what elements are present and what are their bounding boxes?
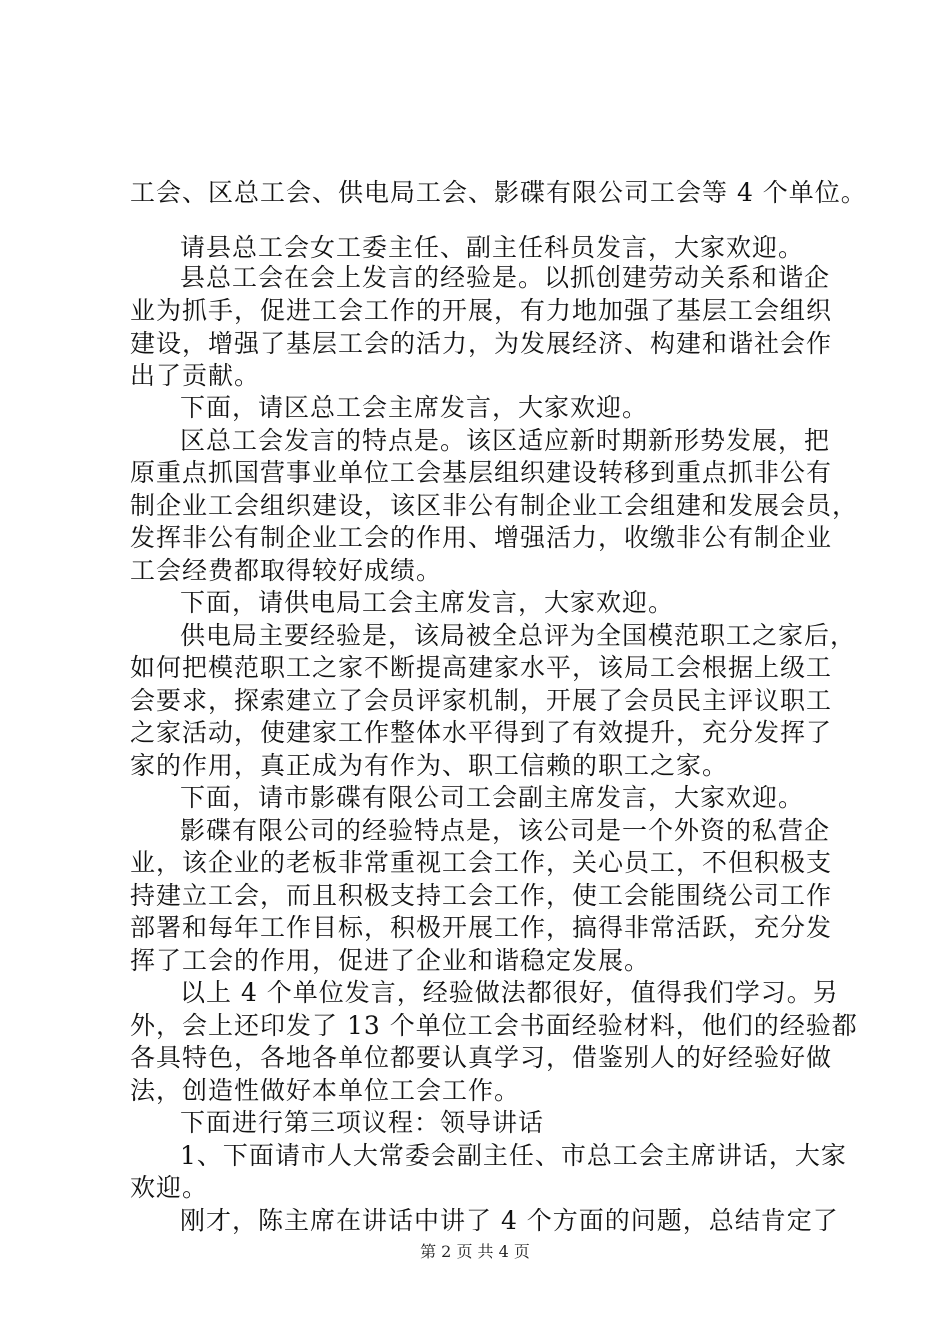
text-line: 1、下面请市人大常委会副主任、市总工会主席讲话，大家 — [180, 1141, 847, 1170]
text-line: 外，会上还印发了 13 个单位工会书面经验材料，他们的经验都 — [130, 1011, 858, 1040]
text-line: 持建立工会，而且积极支持工会工作，使工会能围绕公司工作 — [130, 881, 833, 910]
text-line: 下面，请市影碟有限公司工会副主席发言，大家欢迎。 — [180, 783, 805, 812]
text-line: 出了贡献。 — [130, 361, 261, 390]
text-line: 挥了工会的作用，促进了企业和谐稳定发展。 — [130, 946, 651, 975]
text-line: 下面，请供电局工会主席发言，大家欢迎。 — [180, 588, 675, 617]
text-line: 之家活动，使建家工作整体水平得到了有效提升，充分发挥了 — [130, 718, 833, 747]
text-line: 下面，请区总工会主席发言，大家欢迎。 — [180, 393, 649, 422]
text-line: 各具特色，各地各单位都要认真学习，借鉴别人的好经验好做 — [130, 1043, 833, 1072]
text-line: 以上 4 个单位发言，经验做法都很好，值得我们学习。另 — [180, 978, 839, 1007]
page-number-footer: 第 2 页 共 4 页 — [420, 1242, 530, 1261]
text-line: 业，该企业的老板非常重视工会工作，关心员工，不但积极支 — [130, 848, 833, 877]
text-line: 部署和每年工作目标，积极开展工作，搞得非常活跃，充分发 — [130, 913, 833, 942]
text-line: 制企业工会组织建设，该区非公有制企业工会组建和发展会员， — [130, 491, 859, 520]
text-line: 影碟有限公司的经验特点是，该公司是一个外资的私营企 — [180, 816, 831, 845]
text-line: 家的作用，真正成为有作为、职工信赖的职工之家。 — [130, 751, 729, 780]
text-line: 法，创造性做好本单位工会工作。 — [130, 1076, 521, 1105]
text-line: 刚才，陈主席在讲话中讲了 4 个方面的问题，总结肯定了 — [180, 1206, 839, 1235]
text-line: 原重点抓国营事业单位工会基层组织建设转移到重点抓非公有 — [130, 458, 833, 487]
text-line: 建设，增强了基层工会的活力，为发展经济、构建和谐社会作 — [130, 329, 833, 358]
text-line: 业为抓手，促进工会工作的开展，有力地加强了基层工会组织 — [130, 296, 833, 325]
text-line: 县总工会在会上发言的经验是。以抓创建劳动关系和谐企 — [180, 263, 831, 292]
text-line: 发挥非公有制企业工会的作用、增强活力，收缴非公有制企业 — [130, 523, 833, 552]
text-line: 欢迎。 — [130, 1173, 209, 1202]
text-line: 会要求，探索建立了会员评家机制，开展了会员民主评议职工 — [130, 686, 833, 715]
text-line: 请县总工会女工委主任、副主任科员发言，大家欢迎。 — [180, 233, 805, 262]
text-line: 工会经费都取得较好成绩。 — [130, 556, 443, 585]
text-line: 供电局主要经验是，该局被全总评为全国模范职工之家后， — [180, 621, 857, 650]
text-line: 如何把模范职工之家不断提高建家水平，该局工会根据上级工 — [130, 653, 833, 682]
text-line: 下面进行第三项议程：领导讲话 — [180, 1108, 545, 1137]
text-line: 工会、区总工会、供电局工会、影碟有限公司工会等 4 个单位。 — [130, 178, 867, 207]
text-line: 区总工会发言的特点是。该区适应新时期新形势发展，把 — [180, 426, 831, 455]
